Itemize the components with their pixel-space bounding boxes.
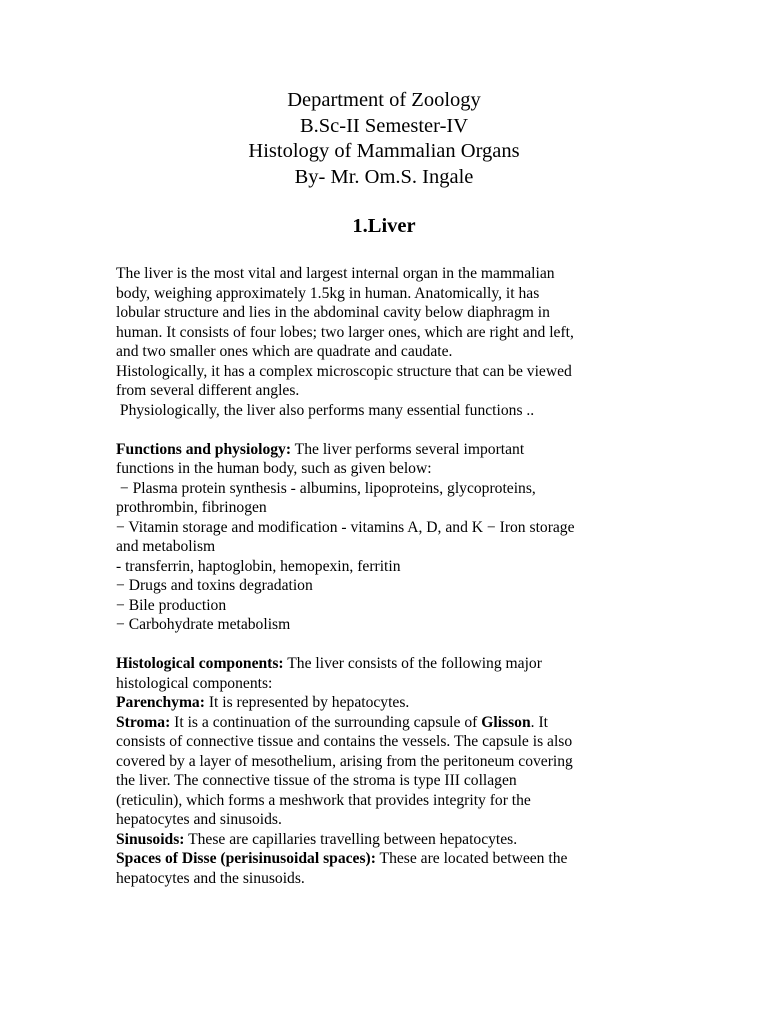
functions-heading: Functions and physiology: [116,440,292,458]
function-item: − Bile production [116,596,227,614]
text-line: and metabolism [116,538,216,555]
function-item: − Vitamin storage and modification - vitamins A, D, and K − Iron storage [116,518,575,536]
histology-section [116,654,661,888]
sinusoids-text: These are capillaries travelling between hepatocytes. [184,830,518,848]
text-line: Histologically, it has a complex microscopic structure that can be viewed [116,362,572,380]
chapter-title: 1.Liver [352,215,416,237]
sinusoids-line [116,830,661,850]
text-line: body, weighing approximately 1.5kg in human. Anatomically, it has [116,284,540,302]
author-line: By- Mr. Om.S. Ingale [294,165,474,188]
sinusoids-label: Sinusoids: [116,830,185,848]
document-body [116,264,661,888]
functions-intro-text: The liver performs several important [291,440,525,458]
stroma-line [116,713,661,733]
department-line: Department of Zoology [287,89,481,111]
histology-intro-text: The liver consists of the following major [283,655,542,672]
text-line: (reticulin), which forms a meshwork that provides integrity for the [116,791,531,809]
text-line: The liver is the most vital and largest internal organ in the mammalian [116,265,555,282]
text-line: hepatocytes and sinusoids. [116,811,282,828]
text-line [116,654,661,674]
text-line: Physiologically, the liver also performs many essential functions .. [116,401,535,419]
parenchyma-label: Parenchyma: [116,694,205,711]
text-line: histological components: [116,674,273,692]
text-line: human. It consists of four lobes; two larger ones, which are right and left, [116,323,574,341]
text-line: lobular structure and lies in the abdominal cavity below diaphragm in [116,304,550,321]
parenchyma-text: It is represented by hepatocytes. [204,694,410,711]
glisson-term: Glisson [481,713,531,731]
function-item: − Plasma protein synthesis - albumins, lipoproteins, glycoproteins, [116,479,536,497]
functions-section [116,440,661,635]
histology-heading: Histological components: [116,655,284,672]
text-line [116,440,661,460]
text-line: and two smaller ones which are quadrate and caudate. [116,343,453,360]
stroma-text-end: . It [530,713,548,731]
text-line: functions in the human body, such as given below: [116,460,432,477]
text-line: consists of connective tissue and contains the vessels. The capsule is also [116,733,573,750]
function-item: − Carbohydrate metabolism [116,616,291,633]
intro-paragraph [116,264,661,420]
parenchyma-line [116,693,661,713]
course-line: B.Sc-II Semester-IV [299,114,469,137]
subject-line: Histology of Mammalian Organs [248,140,520,162]
disse-label: Spaces of Disse (perisinusoidal spaces): [116,850,376,867]
disse-text: These are located between the [375,850,568,867]
text-line: hepatocytes and the sinusoids. [116,869,305,887]
stroma-text: It is a continuation of the surrounding capsule of [170,713,482,731]
function-item: − Drugs and toxins degradation [116,577,313,594]
disse-line [116,849,661,869]
text-line: the liver. The connective tissue of the stroma is type III collagen [116,772,517,789]
text-line: from several different angles. [116,382,300,399]
stroma-label: Stroma: [116,713,171,731]
text-line: prothrombin, fibrinogen [116,499,267,516]
text-line: covered by a layer of mesothelium, arising from the peritoneum covering [116,752,573,770]
function-item: - transferrin, haptoglobin, hemopexin, ferritin [116,557,401,575]
document-header [0,88,768,190]
